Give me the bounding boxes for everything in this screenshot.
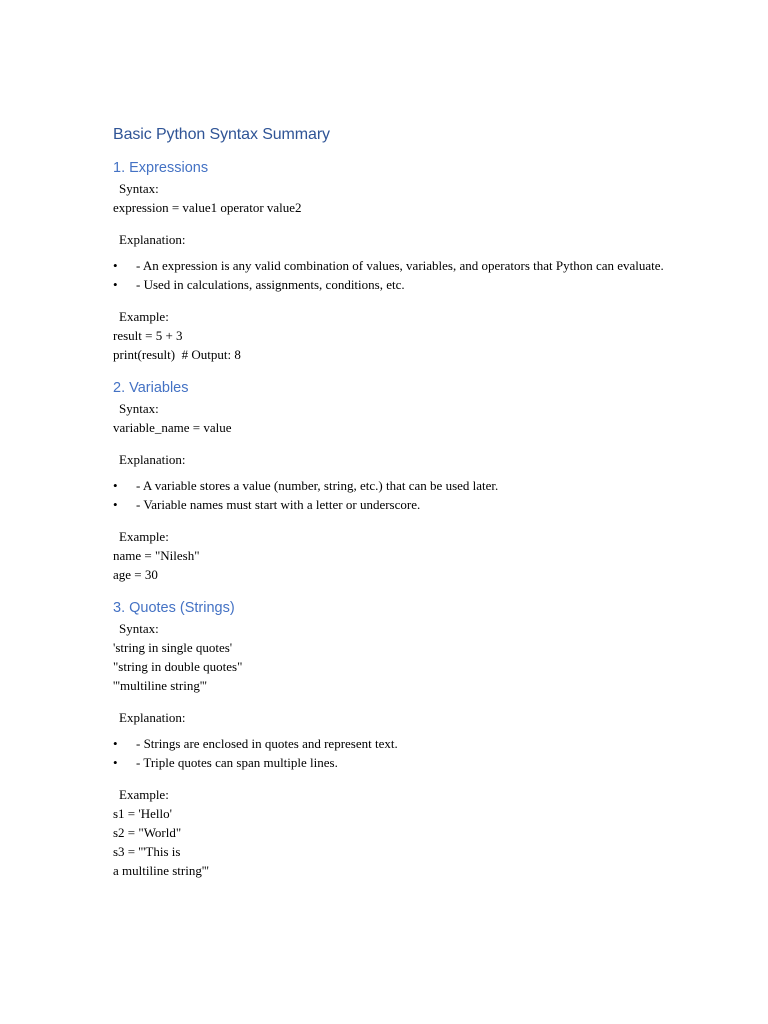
list-item	[113, 753, 673, 772]
example-line: print(result) # Output: 8	[113, 347, 241, 362]
example-line: s2 = "World"	[113, 825, 182, 840]
list-item-text: - Strings are enclosed in quotes and represent text.	[136, 736, 398, 751]
list-item	[113, 256, 673, 275]
list-item-text: - Used in calculations, assignments, conditions, etc.	[136, 277, 405, 292]
syntax-label: Syntax:	[119, 401, 159, 416]
section-heading: 2. Variables	[113, 380, 189, 396]
example-line: s3 = '''This is	[113, 844, 181, 859]
example-label: Example:	[119, 309, 169, 324]
list-item-text: - An expression is any valid combination of values, variables, and operators that Python can evaluate.	[136, 258, 664, 273]
explanation-label: Explanation:	[119, 452, 186, 467]
section-variables	[113, 378, 673, 584]
syntax-line: 'string in single quotes'	[113, 640, 233, 655]
section-quotes-strings	[113, 598, 673, 880]
section-heading: 1. Expressions	[113, 160, 209, 176]
bullet-icon: •	[113, 258, 118, 273]
example-label: Example:	[119, 529, 169, 544]
explanation-label: Explanation:	[119, 232, 186, 247]
syntax-line: expression = value1 operator value2	[113, 200, 302, 215]
list-item-text: - Triple quotes can span multiple lines.	[136, 755, 338, 770]
bullet-icon: •	[113, 497, 118, 512]
explanation-list	[113, 256, 673, 294]
list-item	[113, 495, 673, 514]
example-line: a multiline string'''	[113, 863, 209, 878]
document-body	[113, 124, 673, 894]
list-item-text: - Variable names must start with a letter or underscore.	[136, 497, 421, 512]
syntax-line: '''multiline string'''	[113, 678, 207, 693]
example-line: age = 30	[113, 567, 158, 582]
example-label: Example:	[119, 787, 169, 802]
example-line: name = "Nilesh"	[113, 548, 200, 563]
example-line: s1 = 'Hello'	[113, 806, 172, 821]
document-title: Basic Python Syntax Summary	[113, 126, 330, 143]
list-item-text: - A variable stores a value (number, string, etc.) that can be used later.	[136, 478, 499, 493]
explanation-list	[113, 734, 673, 772]
bullet-icon: •	[113, 755, 118, 770]
explanation-label: Explanation:	[119, 710, 186, 725]
list-item	[113, 476, 673, 495]
syntax-line: variable_name = value	[113, 420, 232, 435]
syntax-label: Syntax:	[119, 181, 159, 196]
list-item	[113, 275, 673, 294]
bullet-icon: •	[113, 736, 118, 751]
syntax-label: Syntax:	[119, 621, 159, 636]
explanation-list	[113, 476, 673, 514]
section-expressions	[113, 158, 673, 364]
example-line: result = 5 + 3	[113, 328, 183, 343]
bullet-icon: •	[113, 478, 118, 493]
section-heading: 3. Quotes (Strings)	[113, 600, 235, 616]
bullet-icon: •	[113, 277, 118, 292]
list-item	[113, 734, 673, 753]
syntax-line: "string in double quotes"	[113, 659, 243, 674]
